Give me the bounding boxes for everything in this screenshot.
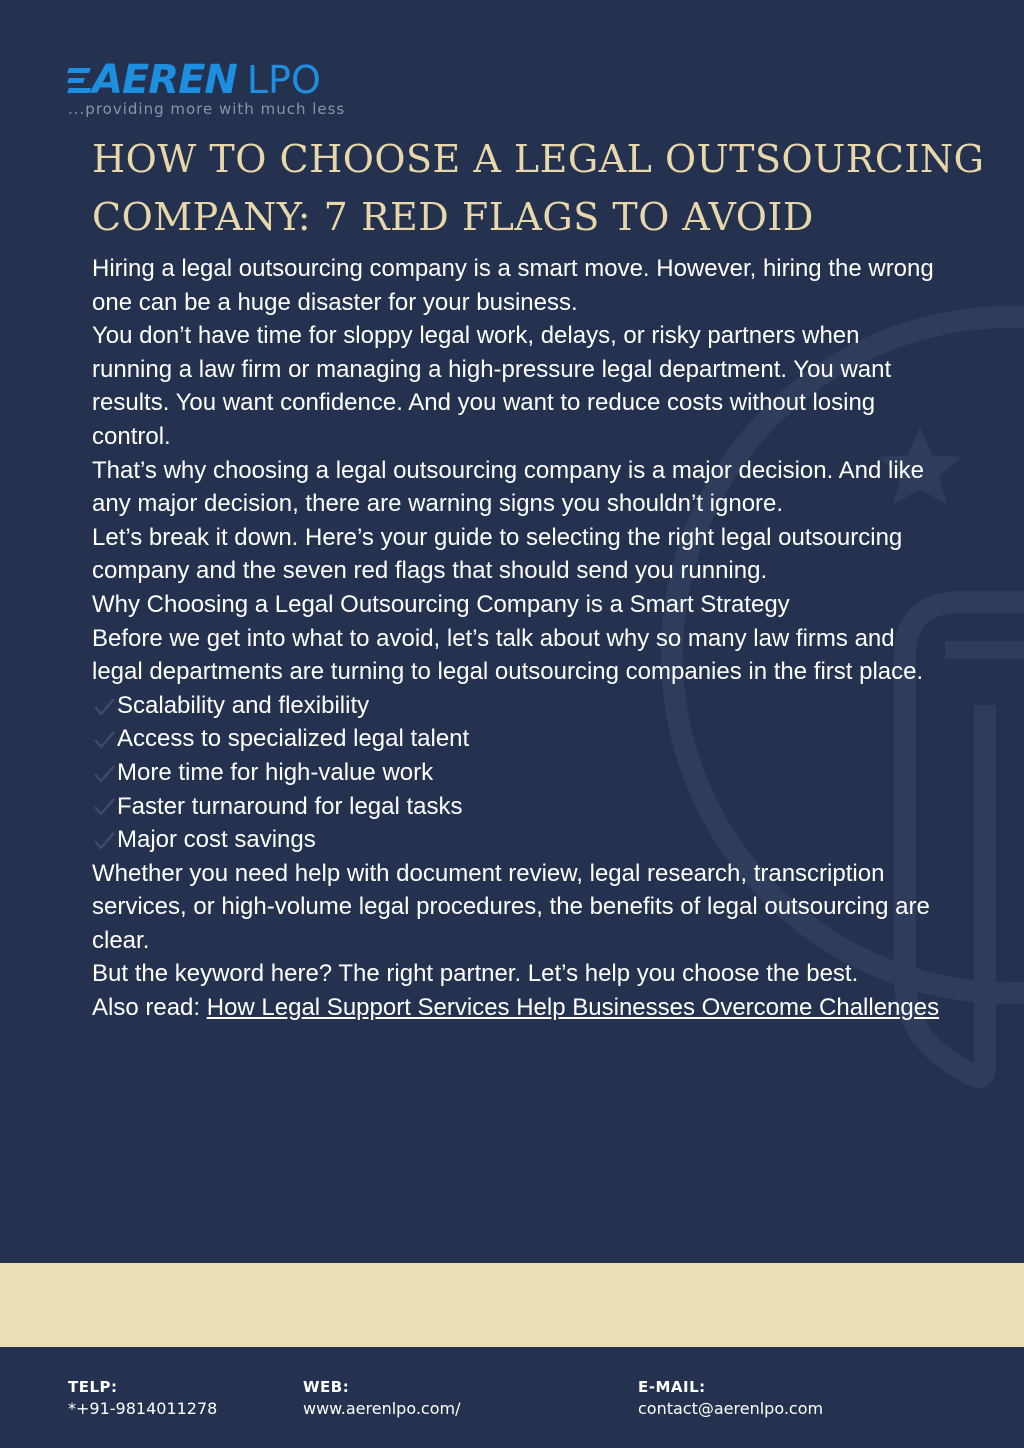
title-line-2: COMPANY: 7 RED FLAGS TO AVOID — [92, 195, 814, 239]
phone-value: *+91-9814011278 — [68, 1399, 218, 1418]
email-label: E-MAIL: — [638, 1378, 706, 1396]
list-item-label: Faster turnaround for legal tasks — [117, 792, 463, 820]
title-line-1: HOW TO CHOOSE A LEGAL OUTSOURCING — [92, 137, 985, 181]
logo-suffix: LPO — [246, 58, 321, 102]
paragraph: But the keyword here? The right partner. Let’s help you choose the best. — [92, 960, 859, 988]
list-item — [92, 790, 942, 824]
list-item — [92, 756, 942, 790]
web-value[interactable]: www.aerenlpo.com/ — [303, 1399, 461, 1418]
list-item — [92, 689, 942, 723]
paragraph: Hiring a legal outsourcing company is a smart move. However, hiring the wrong one can be a huge disaster for your business. — [92, 255, 934, 316]
checkmark-icon — [92, 828, 116, 852]
list-item — [92, 823, 942, 857]
checkmark-icon — [92, 794, 116, 818]
footer-accent-band — [0, 1263, 1024, 1347]
checkmark-icon — [92, 761, 116, 785]
checkmark-icon — [92, 727, 116, 751]
paragraph: Whether you need help with document review, legal research, transcription services, or high-volume legal procedures, the benefits of legal outsourcing are clear. — [92, 859, 930, 954]
logo-word: AEREN — [92, 57, 237, 103]
paragraph: Before we get into what to avoid, let’s talk about why so many law firms and legal departments are turning to legal outsourcing companies in the first place. — [92, 624, 924, 686]
phone-label: TELP: — [68, 1378, 118, 1396]
checkmark-icon — [92, 694, 116, 718]
web-label: WEB: — [303, 1378, 350, 1396]
also-read-line — [92, 991, 942, 1025]
email-value[interactable]: contact@aerenlpo.com — [638, 1399, 824, 1418]
list-item-label: Scalability and flexibility — [117, 691, 370, 719]
benefits-list — [92, 689, 942, 857]
footer-phone — [68, 1377, 217, 1420]
paragraph: That’s why choosing a legal outsourcing company is a major decision. And like any major decision, there are warning signs you shouldn’t ignore. — [92, 456, 925, 518]
article-body — [92, 252, 942, 1025]
footer-web — [303, 1377, 461, 1420]
aeren-lpo-logo — [68, 58, 345, 118]
section-heading: Why Choosing a Legal Outsourcing Company is a Smart Strategy — [92, 590, 790, 618]
logo-speed-lines-icon — [68, 68, 90, 93]
paragraph: You don’t have time for sloppy legal work, delays, or risky partners when running a law firm or managing a high-pressure legal department. You want results. You want confidence. And you want to reduce costs without losing control. — [92, 322, 892, 450]
footer-email — [638, 1377, 823, 1420]
paragraph: Let’s break it down. Here’s your guide to selecting the right legal outsourcing company and the seven red flags that should send you running. — [92, 523, 903, 585]
list-item-label: Access to specialized legal talent — [117, 725, 470, 753]
logo-tagline: ...providing more with much less — [68, 100, 346, 118]
list-item-label: More time for high-value work — [117, 758, 434, 786]
list-item-label: Major cost savings — [117, 826, 316, 854]
list-item — [92, 722, 942, 756]
footer — [0, 1347, 1024, 1448]
also-read-prefix: Also read: — [92, 994, 207, 1022]
page-title — [92, 130, 992, 246]
also-read-link[interactable]: How Legal Support Services Help Businesses Overcome Challenges — [206, 994, 940, 1022]
